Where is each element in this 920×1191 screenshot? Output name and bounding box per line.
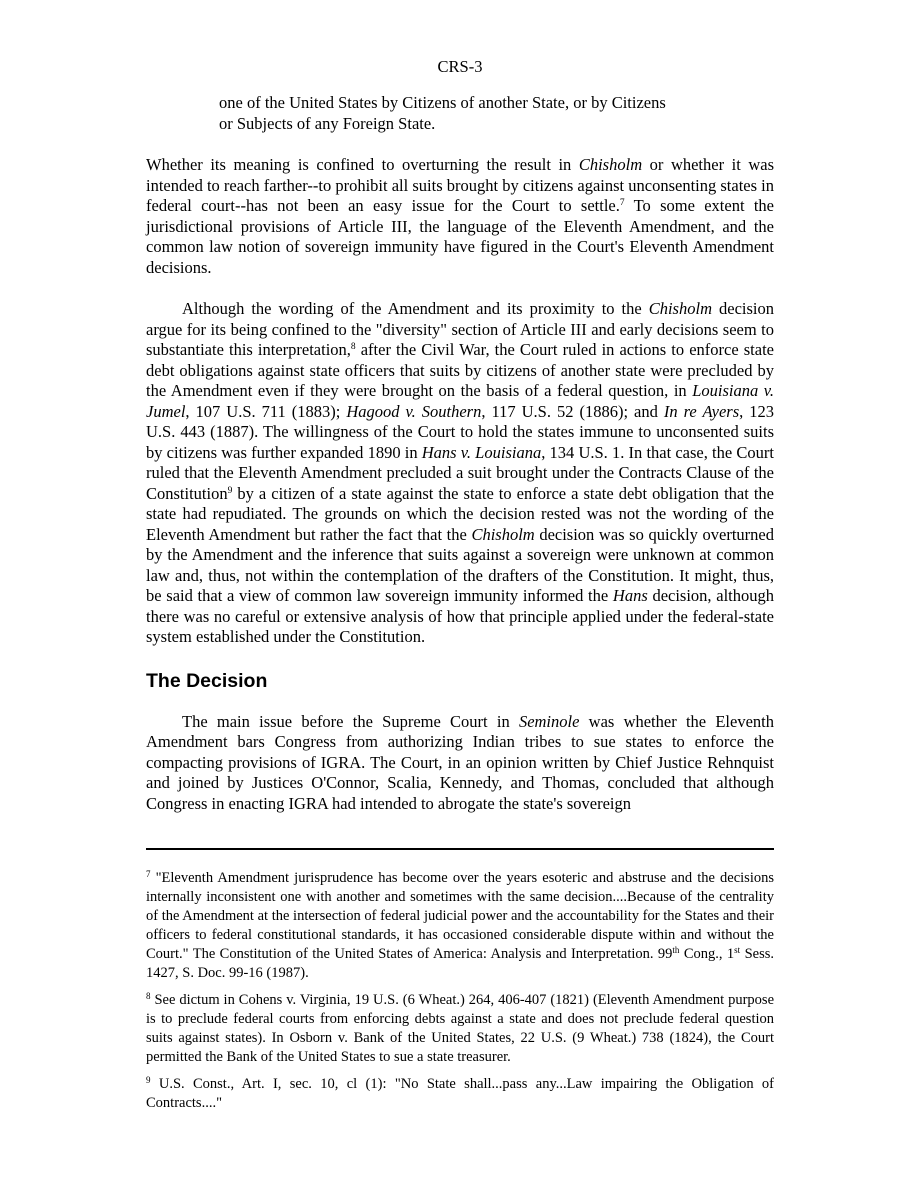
footnote-text: Sess. 1427, S. Doc. 99-16 (1987). xyxy=(146,946,775,981)
text-run: , 107 U.S. 711 (1883); xyxy=(185,401,347,421)
text-run: The main issue before the Supreme Court in xyxy=(182,711,519,731)
case-name: Seminole xyxy=(518,711,580,731)
footnote-number: 8 xyxy=(146,991,151,1001)
footnote-8 xyxy=(146,991,774,1067)
text-run: decision, although there was no careful or extensive analysis of how that principle applied under the federal-state system established under the Constitution. xyxy=(146,586,774,646)
ordinal-suffix: th xyxy=(672,945,680,955)
text-run: To some extent the jurisdictional provisions of Article III, the language of the Eleventh Amendment, and the common law notion of sovereign immunity have figured in the Court's Eleventh Amendment decisions. xyxy=(146,196,774,277)
page-number: CRS-3 xyxy=(437,57,483,76)
footnote-number: 7 xyxy=(146,869,151,879)
quote-line: one of the United States by Citizens of another State, or by Citizens xyxy=(219,93,666,112)
footnote-separator xyxy=(146,848,774,850)
text-run: was whether the Eleventh Amendment bars Congress from authorizing Indian tribes to sue states to enforce the compacting provisions of IGRA. The Court, in an opinion written by Chief Justice Rehnquist and joined by Justices O'Connor, Scalia, Kennedy, and Thomas, concluded that although Congress in enacting IGRA had intended to abrogate the state's sovereign xyxy=(146,711,774,813)
section-heading: The Decision xyxy=(146,669,268,692)
block-quote xyxy=(219,93,719,134)
footnote-ref[interactable]: 8 xyxy=(350,342,356,352)
case-name: In re Ayers xyxy=(663,401,740,421)
text-run: or whether it was intended to reach farther--to prohibit all suits brought by citizens against unconsenting states in federal court--has not been an easy issue for the Court to settle. xyxy=(146,155,774,215)
text-run: Although the wording of the Amendment and its proximity to the xyxy=(182,299,649,318)
paragraph xyxy=(146,299,774,648)
text-run: , 117 U.S. 52 (1886); and xyxy=(481,401,664,421)
case-name: Chisholm xyxy=(648,299,712,318)
footnote-7 xyxy=(146,869,774,983)
text-run: after the Civil War, the Court ruled in actions to enforce state debt obligations against state officers that suits by citizens of another state were precluded by the Amendment even if they were brought on the basis of a federal question, in xyxy=(146,340,774,400)
body-text xyxy=(146,93,774,814)
footnote-text: "Eleventh Amendment jurisprudence has become over the years esoteric and abstruse and the decisions internally inconsistent one with another and sometimes with the same decision....Because of the centrality of the Amendment at the intersection of federal judicial power and the accountability for the States and their officers to federal constitutional standards, it has occasioned considerable dispute within and without the Court." The Constitution of the United States of America: Analysis and Interpretation. 99 xyxy=(146,870,774,962)
case-name: Chisholm xyxy=(471,524,535,544)
case-name: Louisiana v. Jumel xyxy=(146,381,774,421)
case-name: Hans v. Louisiana xyxy=(421,442,542,462)
quote-line: or Subjects of any Foreign State. xyxy=(219,113,436,133)
footnote-ref[interactable]: 9 xyxy=(227,485,233,496)
text-run: , 123 U.S. 443 (1887). The willingness of the Court to hold the states immune to unconsented suits by citizens was further expanded 1890 in xyxy=(146,401,775,462)
text-run: by a citizen of a state against the state to enforce a state debt obligation that the state had repudiated. The grounds on which the decision rested was not the wording of the Eleventh Amendment but rather the fact that the xyxy=(146,483,774,544)
footnote-ref[interactable]: 7 xyxy=(619,198,625,208)
footnote-text: See dictum in Cohens v. Virginia, 19 U.S. (6 Wheat.) 264, 406-407 (1821) (Eleventh Amendment purpose is to preclude federal courts from enforcing debts against a state and does not preclude federal question suits against states). In Osborn v. Bank of the United States, 22 U.S. (9 Wheat.) 738 (1824), the Court permitted the Bank of the United States to sue a state treasurer. xyxy=(146,992,774,1065)
case-name: Chisholm xyxy=(578,155,643,174)
paragraph xyxy=(146,155,774,278)
text-run: decision was so quickly overturned by the Amendment and the inference that suits against a sovereign were unknown at common law and, thus, not within the contemplation of the drafters of the Constitution. It might, thus, be said that a view of common law sovereign immunity informed the xyxy=(146,524,775,605)
footnote-9 xyxy=(146,1075,774,1113)
footnotes xyxy=(146,869,774,1121)
text-run: decision argue for its being confined to the "diversity" section of Article III and early decisions seem to substantiate this interpretation, xyxy=(146,299,774,359)
ordinal-suffix: st xyxy=(734,945,741,955)
paragraph xyxy=(146,712,774,815)
text-run: Whether its meaning is confined to overturning the result in xyxy=(146,155,579,174)
footnote-text: U.S. Const., Art. I, sec. 10, cl (1): "No State shall...pass any...Law impairing the Obligation of Contracts...." xyxy=(146,1076,774,1111)
footnote-number: 9 xyxy=(146,1075,151,1085)
text-run: , 134 U.S. 1. In that case, the Court ruled that the Eleventh Amendment precluded a suit brought under the Contracts Clause of the Constitution xyxy=(146,442,774,503)
case-name: Hans xyxy=(612,586,648,605)
case-name: Hagood v. Southern xyxy=(346,401,482,421)
footnote-text: Cong., 1 xyxy=(679,946,735,962)
